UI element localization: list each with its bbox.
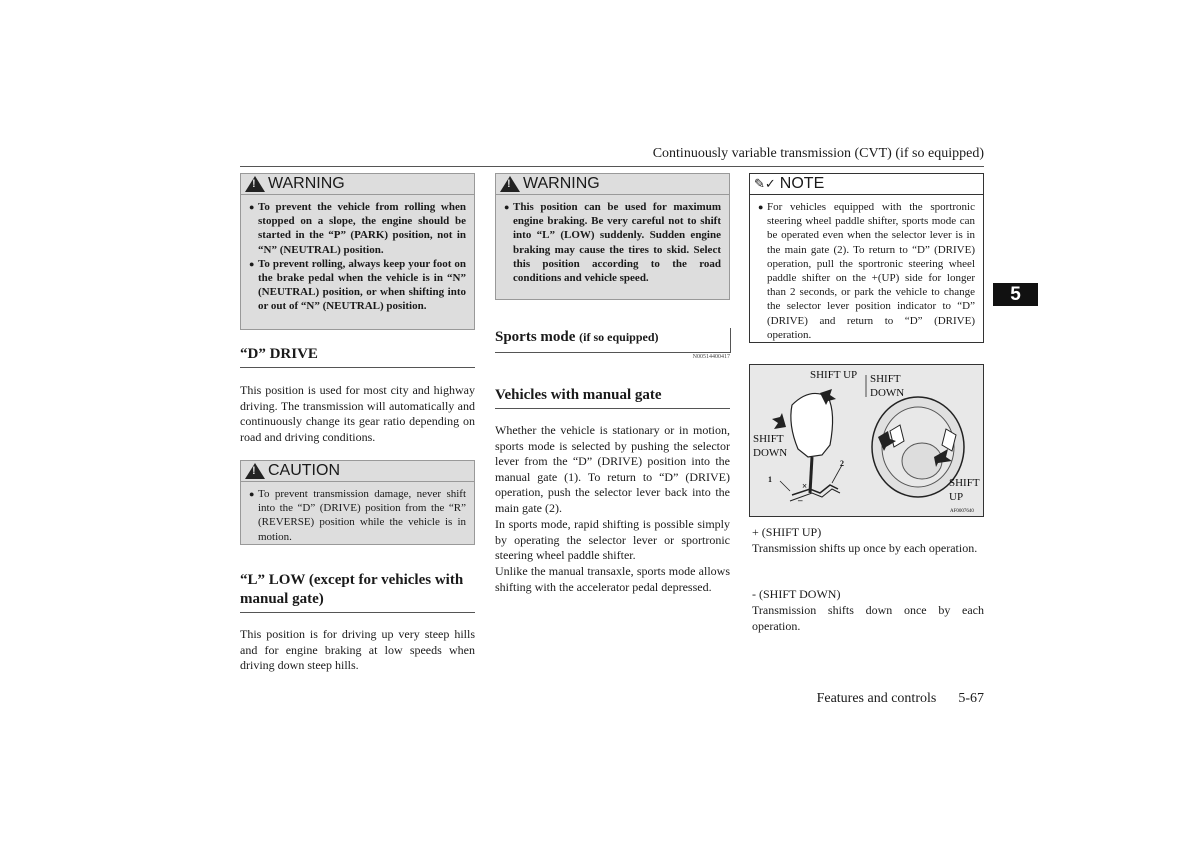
warning-item [249,200,466,257]
low-text: This position is for driving up very steep hills and for engine braking at low speeds when driving down steep hills. [240,627,475,673]
footer-section: Features and controls [816,691,937,706]
page-number: 5-67 [958,691,984,706]
sports-text-2: In sports mode, rapid shifting is possible simply by operating the selector lever or sportronic steering wheel paddle shifter. [495,517,730,563]
warning-item-text: To prevent the vehicle from rolling when stopped on a slope, the engine should be started in the “P” (PARK) position, not in “N” (NEUTRAL) position. [258,201,466,256]
label-plus: × [802,481,808,491]
label-shift-down-left: SHIFT DOWN [753,433,788,459]
bullet-icon: ● [249,258,255,269]
shift-up-text: Transmission shifts up once by each operation. [752,541,978,555]
bullet-icon: ● [249,489,255,499]
caution-title: CAUTION [268,462,340,479]
note-item [758,200,975,342]
shifter-figure [749,364,984,517]
caution-icon [245,463,265,479]
leader-line-1 [780,481,790,491]
warning-icon [500,176,520,192]
caution-item-text: To prevent transmission damage, never shift into the “D” (DRIVE) position from the “R” (REVERSE) position while the vehicle is in motion. [258,488,466,543]
arrow-down-icon [772,413,786,429]
label-minus: – [798,495,803,505]
warning-title: WARNING [268,175,345,192]
shift-down-title: - (SHIFT DOWN) [752,587,841,601]
reference-code: N00514400417 [692,354,730,360]
warning-icon [245,176,265,192]
warning-title: WARNING [523,175,600,192]
label-shift-down-top: SHIFT DOWN [870,373,905,399]
sports-mode-title: Sports mode [495,329,576,345]
manual-gate-heading: Vehicles with manual gate [495,386,730,409]
warning-box-park [240,173,475,330]
sports-mode-heading [495,328,731,353]
sports-text-3: Unlike the manual transaxle, sports mode allows shifting with the accelerator pedal depressed. [495,564,730,594]
drive-heading: “D” DRIVE [240,345,475,368]
bullet-icon: ● [758,202,764,212]
shift-up-title: + (SHIFT UP) [752,525,822,539]
running-header: Continuously variable transmission (CVT) (if so equipped) [652,146,984,161]
label-num-1: 1 [768,475,772,484]
warning-box-low [495,173,730,300]
label-shift-up-right: SHIFT UP [949,477,980,503]
chapter-tab: 5 [993,283,1038,306]
note-item-text: For vehicles equipped with the sportronic steering wheel paddle shifter, sports mode can be operated even when the selector lever is in the main gate (2). To return to “D” (DRIVE) operation, pull the sportronic steering wheel paddle shifter on the +(UP) side for longer than 2 seconds, or park the vehicle to change the selector lever position indicator to “D” (DRIVE) and return to “D” (DRIVE) operation. [767,201,975,341]
drive-text: This position is used for most city and highway driving. The transmission will automatically and continuously change its gear ratio depending on road and driving conditions. [240,383,475,444]
warning-item [249,257,466,314]
note-icon: ✎✓ [754,176,776,191]
warning-item [504,200,721,285]
sports-text-1: Whether the vehicle is stationary or in motion, sports mode is selected by pushing the selector lever from the “D” (DRIVE) position into the manual gate (1). To return to “D” (DRIVE) operation, push the selector lever back into the main gate (2). [495,423,730,515]
page-footer [760,691,984,707]
sports-mode-qualifier: (if so equipped) [579,330,659,344]
low-heading: “L” LOW (except for vehicles with manual gate) [240,571,475,613]
warning-header [241,174,474,195]
label-num-2: 2 [840,459,844,468]
warning-item-text: This position can be used for maximum engine braking. Be very careful not to shift into “L” (LOW) suddenly. Sudden engine braking may cause the tires to skid. Select this position according to the road conditions and vehicle speed. [513,201,721,285]
warning-header [496,174,729,195]
label-shift-up-top: SHIFT UP [810,369,858,381]
note-header [750,174,983,195]
shift-down-text: Transmission shifts down once by each operation. [752,603,984,633]
warning-item-text: To prevent rolling, always keep your foot on the brake pedal when the vehicle is in “N” (NEUTRAL) position, or when shifting into or out of “N” (NEUTRAL) position. [258,257,466,313]
caution-header [241,461,474,482]
bullet-icon: ● [249,202,255,212]
header-rule [240,166,984,167]
lever-stem [810,457,812,493]
note-title: NOTE [779,175,825,192]
figure-code: AF0007640 [950,509,974,514]
caution-box [240,460,475,545]
caution-item [249,487,466,544]
bullet-icon: ● [504,202,510,212]
note-box [749,173,984,343]
